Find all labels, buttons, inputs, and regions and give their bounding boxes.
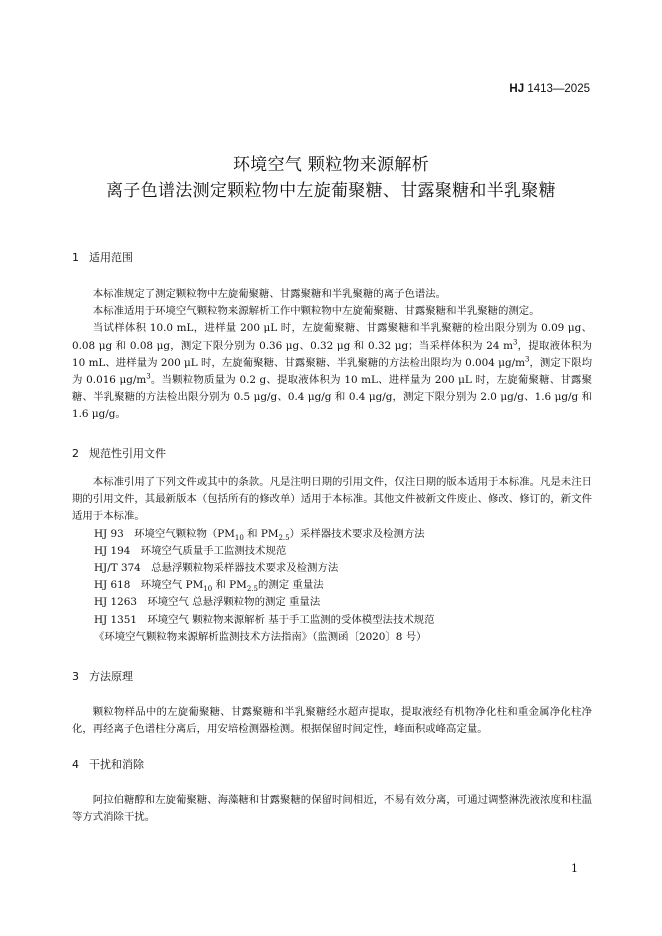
paragraph-detection-limits: 当试样体积 10.0 mL，进样量 200 μL 时，左旋葡聚糖、甘露聚糖和半乳聚糖的检出限分别为 0.09 μg、0.08 μg 和 0.08 μg，测定下限分别为 0.36 μg、0.32 μg 和 0.32 μg；当采样体积为 24 $m^3$，提取液体积为 10 mL、进样量为 200 μL 时，左旋葡聚糖、甘露聚糖、半乳聚糖的方法检出限均为 0.004 $\mu g/m^3$，测定下限均为 0.016 $\mu g/m^3$。当颗粒物质量为 0.2 g、提取液体积为 10 mL、进样量为 200 μL 时，左旋葡聚糖、甘露聚糖、半乳聚糖的方法检出限分别为 0.5 μg/g、0.4 μg/g 和 0.4 μg/g，测定下限分别为 2.0 μg/g、1.6 μg/g 和 1.6 μg/g。 [72, 322, 593, 421]
section-number: 1 [72, 251, 79, 264]
paragraph: 本标准规定了测定颗粒物中左旋葡聚糖、甘露聚糖和半乳聚糖的离子色谱法。 [92, 288, 447, 300]
section-title: 适用范围 [89, 251, 133, 264]
reference-item: HJ 93 环境空气颗粒物（$PM_{10}$ 和 $PM_{2.5}$）采样器技术要求及检测方法 [94, 527, 425, 542]
section-title: 干扰和消除 [89, 758, 144, 771]
section-title: 规范性引用文件 [89, 447, 166, 460]
section-2-body [72, 474, 592, 646]
document-title-line1: 环境空气 颗粒物来源解析 [232, 155, 429, 175]
standard-number [509, 83, 590, 95]
section-3-heading [72, 668, 133, 684]
section-1-body [72, 286, 592, 424]
section-4-body [72, 792, 592, 826]
reference-item: HJ 194 环境空气质量手工监测技术规范 [94, 544, 287, 557]
section-4-heading [72, 756, 144, 772]
paragraph: 本标准适用于环境空气颗粒物来源解析工作中颗粒物中左旋葡聚糖、甘露聚糖和半乳聚糖的测定。 [92, 305, 540, 318]
section-number: 4 [72, 758, 79, 771]
paragraph: 本标准引用了下列文件或其中的条款。凡是注明日期的引用文件，仅注日期的版本适用于本标准。凡是未注日期的引用文件，其最新版本（包括所有的修改单）适用于本标准。其他文件被新文件废止、修改、修订的，新文件适用于本标准。 [72, 476, 592, 523]
paragraph: 颗粒物样品中的左旋葡聚糖、甘露聚糖和半乳聚糖经水超声提取，提取液经有机物净化柱和重金属净化柱净化，再经离子色谱柱分离后，用安培检测器检测。根据保留时间定性，峰面积或峰高定量。 [72, 706, 592, 736]
page-number: 1 [571, 862, 578, 875]
standard-code: 1413—2025 [527, 83, 590, 95]
section-3-body [72, 704, 592, 738]
document-title-line2: 离子色谱法测定颗粒物中左旋葡聚糖、甘露聚糖和半乳聚糖 [106, 181, 556, 201]
reference-item: 《环境空气颗粒物来源解析监测技术方法指南》（监测函〔2020〕8 号） [94, 630, 427, 643]
standard-prefix: HJ [509, 83, 525, 95]
section-1-heading [72, 249, 133, 265]
reference-item: HJ 618 环境空气 $PM_{10}$ 和 $PM_{2.5}$的测定 重量法 [94, 579, 324, 594]
paragraph: 阿拉伯糖醇和左旋葡聚糖、海藻糖和甘露聚糖的保留时间相近，不易有效分离，可通过调整淋洗液浓度和柱温等方式消除干扰。 [72, 794, 592, 824]
section-title: 方法原理 [89, 670, 133, 683]
section-number: 3 [72, 670, 79, 683]
reference-item: HJ 1263 环境空气 总悬浮颗粒物的测定 重量法 [94, 596, 321, 609]
section-2-heading [72, 445, 166, 461]
reference-item: HJ 1351 环境空气 颗粒物来源解析 基于手工监测的受体模型法技术规范 [94, 613, 435, 626]
section-number: 2 [72, 447, 79, 460]
reference-item: HJ/T 374 总悬浮颗粒物采样器技术要求及检测方法 [94, 562, 339, 575]
